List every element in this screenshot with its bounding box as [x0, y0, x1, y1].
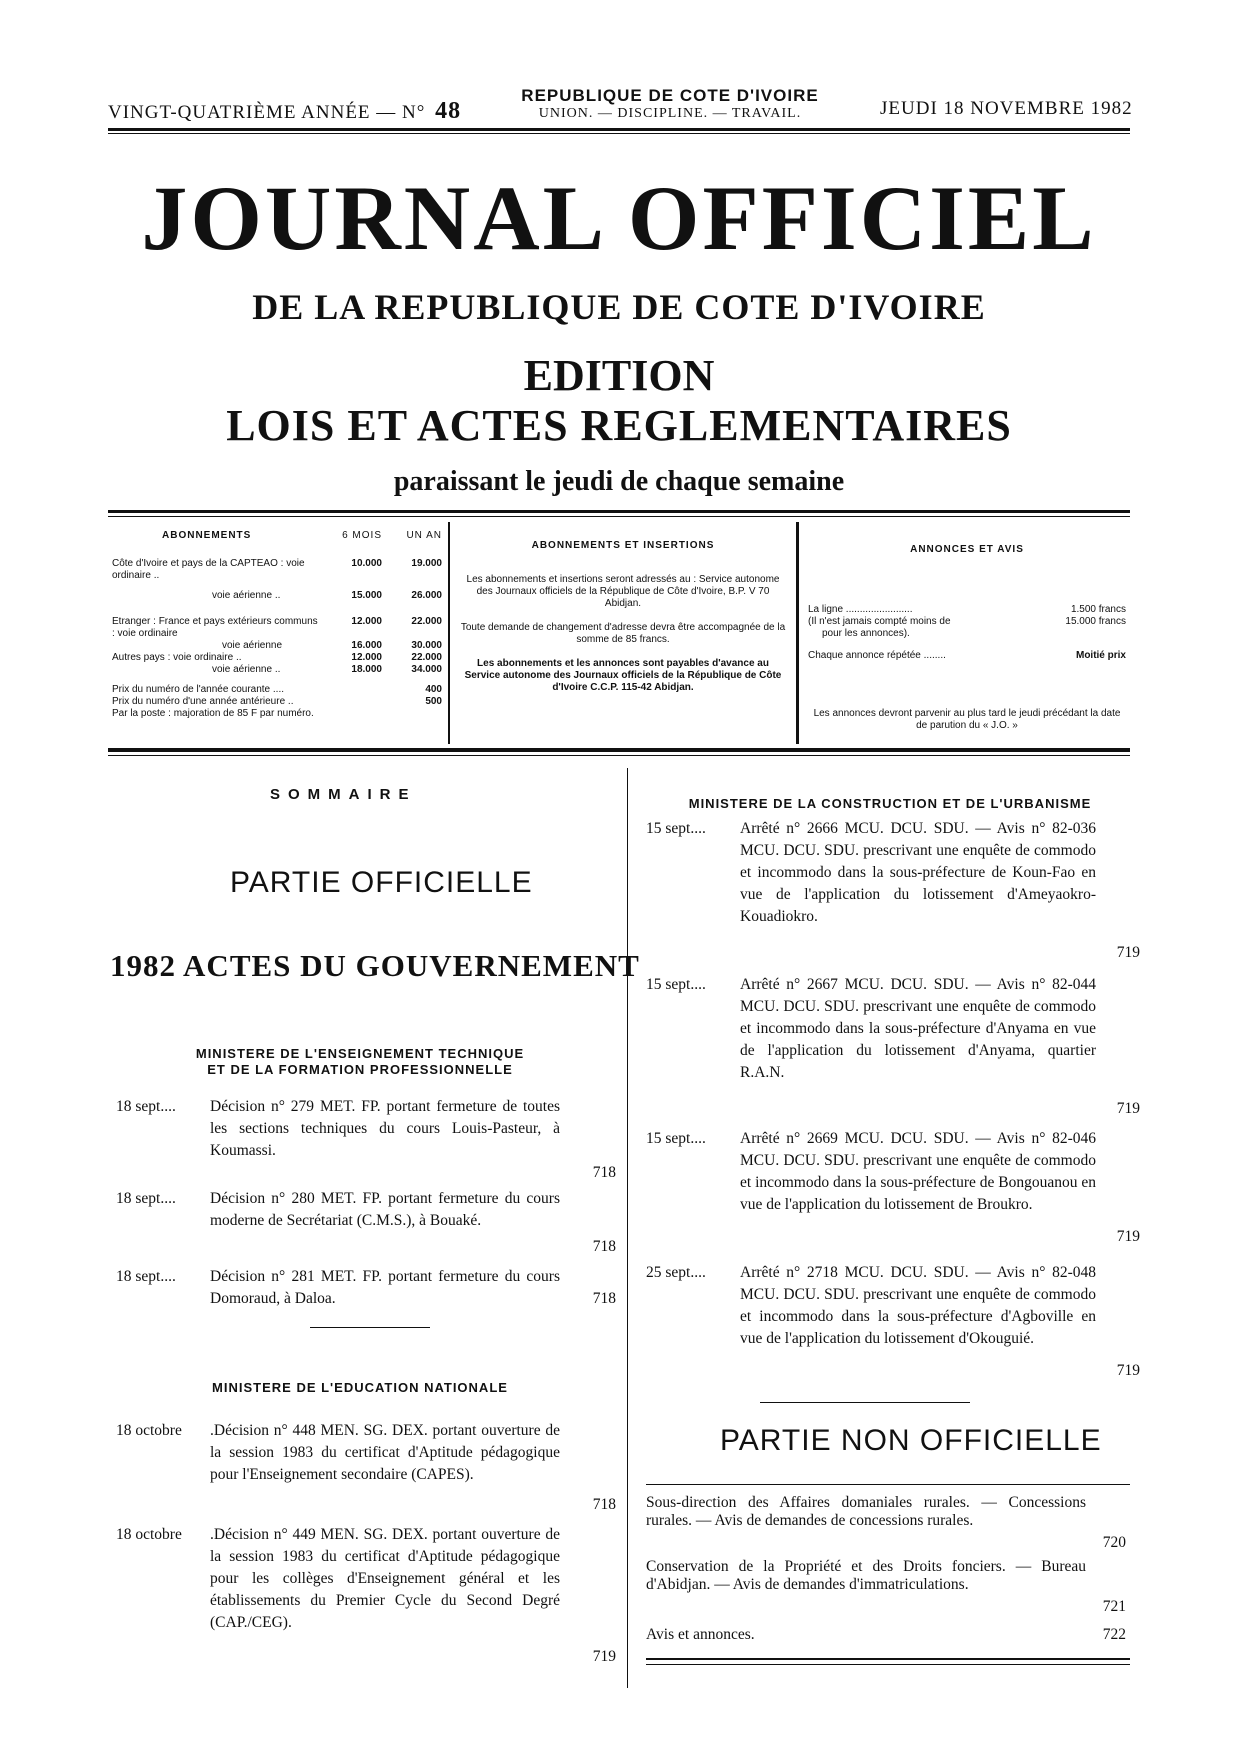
box-top-rule	[108, 510, 1130, 513]
subscription-1y: 34.000	[411, 664, 442, 675]
entry-page: 722	[1102, 1626, 1126, 1643]
insertions-header: ABONNEMENTS ET INSERTIONS	[531, 540, 715, 551]
subscription-1y: 22.000	[411, 616, 442, 627]
masthead-rule-thin	[108, 133, 1130, 134]
insertions-column	[460, 540, 786, 694]
entry-date: 18 octobre	[116, 1422, 182, 1439]
address-change-note: Toute demande de changement d'adresse devra être accompagnée de la somme de 85 francs.	[460, 622, 786, 645]
entry-text: Sous-direction des Affaires domaniales rurales. — Concessions rurales. — Avis de demandes de concessions rurales.	[646, 1494, 1086, 1529]
issue-number: 48	[435, 98, 462, 124]
masthead-rule	[108, 128, 1130, 131]
entry-page: 718	[592, 1164, 616, 1181]
entry-page: 718	[592, 1238, 616, 1255]
subscription-label: voie aérienne ..	[212, 664, 281, 675]
entry-date: 18 sept....	[116, 1190, 176, 1207]
subscriptions-column	[112, 530, 442, 720]
edition-name: LOIS ET ACTES REGLEMENTAIRES	[226, 401, 1012, 450]
decree-entry	[646, 974, 1146, 1117]
subscription-6m: 10.000	[351, 558, 382, 569]
price-value: 500	[425, 696, 442, 707]
sommaire-title: SOMMAIRE	[270, 786, 417, 803]
subscription-6m: 12.000	[351, 652, 382, 663]
separator	[310, 1327, 430, 1328]
ministry-name: MINISTERE DE L'EDUCATION NATIONALE	[212, 1380, 508, 1395]
decree-entry	[116, 1420, 616, 1520]
decree-entry	[116, 1524, 616, 1674]
entry-date: 15 sept....	[646, 976, 706, 993]
subscription-label: Etranger : France et pays extérieurs communs : voie ordinaire	[112, 616, 318, 639]
box-divider-1	[448, 522, 450, 744]
publication-frequency: paraissant le jeudi de chaque semaine	[393, 466, 845, 497]
bottom-rule-thin	[646, 1664, 1130, 1665]
decree-entry	[116, 1266, 616, 1314]
box-bottom-rule-thin	[108, 755, 1130, 756]
payment-note: Les abonnements et les annonces sont payables d'avance au Service autonome des Journaux officiels de la République de Côte d'Ivoire C.C.P. 115-42 Abidjan.	[464, 658, 782, 693]
minimum-value: 15.000 francs	[1065, 616, 1126, 627]
entry-page: 718	[592, 1496, 616, 1513]
ministry-heading	[150, 1380, 570, 1396]
postal-surcharge: Par la poste : majoration de 85 F par numéro.	[112, 708, 314, 719]
entry-date: 18 sept....	[116, 1268, 176, 1285]
non-official-entry	[646, 1558, 1130, 1618]
subscription-label: voie aérienne	[222, 640, 283, 651]
box-bottom-rule	[108, 748, 1130, 752]
box-top-rule-thin	[108, 516, 1130, 517]
issue-date: JEUDI 18 NOVEMBRE 1982	[880, 98, 1133, 119]
one-year-header: UN AN	[406, 530, 442, 541]
year-label: VINGT-QUATRIÈME ANNÉE — N°	[108, 102, 426, 123]
entry-page: 719	[592, 1648, 616, 1665]
decree-entry	[116, 1188, 616, 1254]
decree-entry	[646, 1128, 1146, 1248]
entry-text: Décision n° 281 MET. FP. portant fermeture du cours Domoraud, à Daloa.	[210, 1268, 560, 1307]
minimum-label: (Il n'est jamais compté moins de	[808, 616, 951, 627]
decree-entry	[646, 818, 1146, 968]
annonces-header: ANNONCES ET AVIS	[910, 544, 1024, 555]
journal-subtitle: DE LA REPUBLIQUE DE COTE D'IVOIRE	[252, 287, 986, 327]
separator	[760, 1402, 970, 1403]
repeat-label: Chaque annonce répétée ........	[808, 650, 946, 661]
ministry-name: MINISTERE DE L'ENSEIGNEMENT TECHNIQUE	[195, 1046, 525, 1061]
partie-officielle-heading: PARTIE OFFICIELLE	[230, 866, 533, 899]
entry-text: Conservation de la Propriété et des Droits fonciers. — Bureau d'Abidjan. — Avis de demandes d'immatriculations.	[646, 1558, 1086, 1593]
entry-date: 18 octobre	[116, 1526, 182, 1543]
subscription-1y: 30.000	[411, 640, 442, 651]
subscription-1y: 26.000	[411, 590, 442, 601]
non-official-entry	[646, 1494, 1130, 1554]
insertions-address: Les abonnements et insertions seront adressés au : Service autonome des Journaux officiels de la République de Côte d'Ivoire, B.P. V 70 Abidjan.	[466, 574, 780, 609]
subscription-6m: 16.000	[351, 640, 382, 651]
entry-text: Décision n° 280 MET. FP. portant fermeture du cours moderne de Secrétariat (C.M.S.), à Bouaké.	[210, 1190, 560, 1229]
year-issue-line	[108, 98, 461, 125]
column-divider	[627, 768, 628, 1688]
entry-date: 15 sept....	[646, 1130, 706, 1147]
entry-page: 719	[1116, 944, 1140, 961]
subscription-label: Côte d'Ivoire et pays de la CAPTEAO : voie ordinaire ..	[112, 558, 305, 581]
entry-text: .Décision n° 448 MEN. SG. DEX. portant ouverture de la session 1983 du certificat d'Aptitude pédagogique pour l'Enseignement secondaire (CAPES).	[210, 1422, 560, 1483]
decree-entry	[646, 1262, 1146, 1382]
ministry-heading	[640, 796, 1140, 812]
entry-text: .Décision n° 449 MEN. SG. DEX. portant ouverture de la session 1983 du certificat d'Aptitude pédagogique pour les collèges d'Enseignement général et les établissements du Premier Cycle du Second Degré (CAP./CEG).	[210, 1526, 560, 1631]
price-label: Prix du numéro de l'année courante ....	[112, 684, 285, 695]
separator	[646, 1484, 1130, 1485]
entry-text: Arrêté n° 2667 MCU. DCU. SDU. — Avis n° 82-044 MCU. DCU. SDU. prescrivant une enquête de commodo et incommodo dans la sous-préfecture d'Anyama en vue de l'application du lotissement d'Anyama, quartier R.A.N.	[740, 976, 1096, 1081]
entry-page: 719	[1116, 1362, 1140, 1379]
subscription-6m: 18.000	[351, 664, 382, 675]
entry-text: Arrêté n° 2669 MCU. DCU. SDU. — Avis n° 82-046 MCU. DCU. SDU. prescrivant une enquête de commodo et incommodo dans la sous-préfecture de Bongouanou en vue de l'application du lotissement de Broukro.	[740, 1130, 1096, 1213]
entry-page: 718	[592, 1290, 616, 1307]
republic-block	[500, 86, 840, 122]
ministry-name: MINISTERE DE LA CONSTRUCTION ET DE L'URBANISME	[688, 796, 1092, 811]
entry-text: Arrêté n° 2718 MCU. DCU. SDU. — Avis n° 82-048 MCU. DCU. SDU. prescrivant une enquête de commodo et incommodo dans la sous-préfecture d'Agboville en vue de l'application du lotissement d'Okouguié.	[740, 1264, 1096, 1347]
annonces-column	[808, 544, 1126, 732]
entry-page: 719	[1116, 1228, 1140, 1245]
entry-text: Avis et annonces.	[646, 1626, 755, 1643]
subscription-6m: 15.000	[351, 590, 382, 601]
subscription-6m: 12.000	[351, 616, 382, 627]
repeat-value: Moitié prix	[1075, 650, 1126, 661]
entry-page: 720	[1102, 1534, 1126, 1551]
partie-non-officielle-heading: PARTIE NON OFFICIELLE	[720, 1424, 1102, 1457]
subscriptions-header: ABONNEMENTS	[162, 530, 252, 541]
entry-text: Décision n° 279 MET. FP. portant fermeture de toutes les sections techniques du cours Louis-Pasteur, à Koumassi.	[210, 1098, 560, 1159]
entry-text: Arrêté n° 2666 MCU. DCU. SDU. — Avis n° 82-036 MCU. DCU. SDU. prescrivant une enquête de commodo et incommodo dans la sous-préfecture de Koun-Fao en vue de l'application du lotissement d'Ameyaokro-Kouadiokro.	[740, 820, 1096, 925]
deadline-note: Les annonces devront parvenir au plus tard le jeudi précédant la date de parution du « J.O. »	[813, 708, 1121, 731]
actes-gouvernement-heading: 1982 ACTES DU GOUVERNEMENT	[110, 948, 640, 983]
subscription-label: Autres pays : voie ordinaire ..	[112, 652, 242, 663]
six-months-header: 6 MOIS	[342, 530, 382, 541]
edition-label: EDITION	[523, 351, 715, 400]
minimum-tail: pour les annonces).	[822, 628, 910, 639]
republic-name: REPUBLIQUE DE COTE D'IVOIRE	[521, 86, 819, 105]
box-divider-2	[796, 522, 799, 744]
entry-page: 719	[1116, 1100, 1140, 1117]
entry-date: 25 sept....	[646, 1264, 706, 1281]
price-value: 400	[425, 684, 442, 695]
price-label: Prix du numéro d'une année antérieure ..	[112, 696, 294, 707]
subscription-label: voie aérienne ..	[212, 590, 281, 601]
entry-page: 721	[1102, 1598, 1126, 1615]
decree-entry	[116, 1096, 616, 1184]
entry-date: 18 sept....	[116, 1098, 176, 1115]
bottom-rule	[646, 1658, 1130, 1660]
non-official-entry	[646, 1626, 1130, 1650]
subscription-1y: 19.000	[411, 558, 442, 569]
ministry-heading	[150, 1046, 570, 1078]
entry-date: 15 sept....	[646, 820, 706, 837]
ministry-name-2: ET DE LA FORMATION PROFESSIONNELLE	[207, 1062, 513, 1077]
subscription-1y: 22.000	[411, 652, 442, 663]
line-price-label: La ligne ........................	[808, 604, 913, 615]
journal-title: JOURNAL OFFICIEL	[141, 167, 1097, 269]
line-price-value: 1.500 francs	[1070, 604, 1126, 615]
national-motto: UNION. — DISCIPLINE. — TRAVAIL.	[538, 106, 802, 121]
